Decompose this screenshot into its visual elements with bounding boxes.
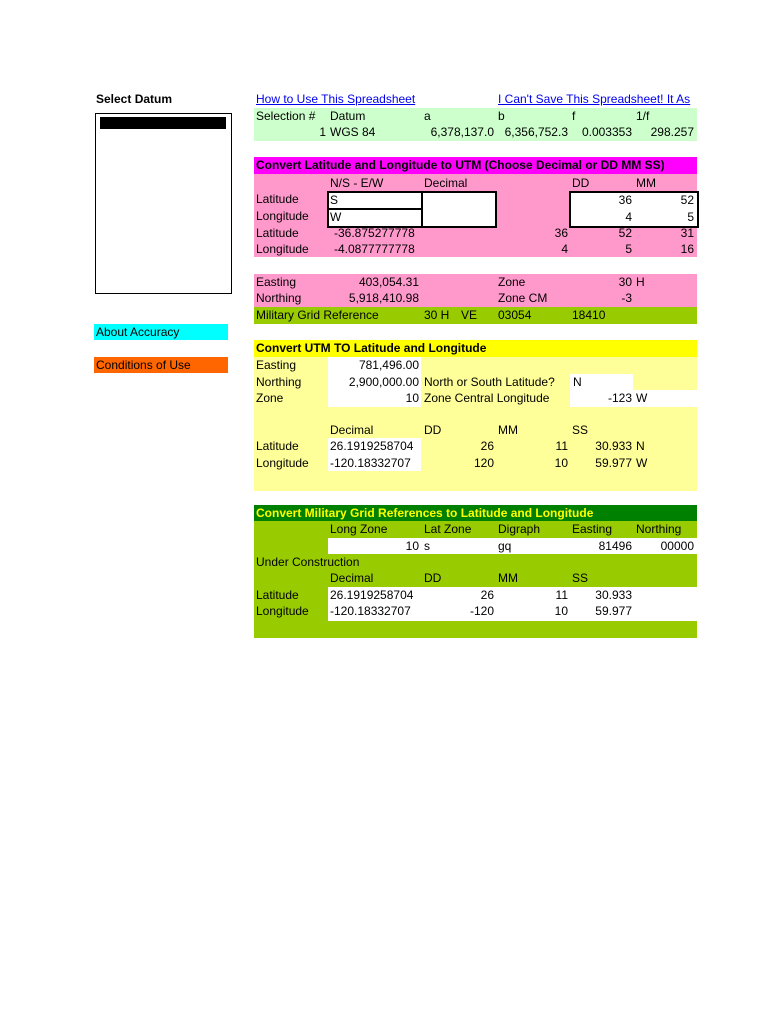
mgr-col-decimal: Decimal [330,571,374,585]
decimal-input-box[interactable] [421,191,497,228]
longitude-mm-result: 5 [625,242,632,256]
nsew-input-divider [329,208,421,210]
zcl-label: Zone Central Longitude [424,391,550,405]
mgr-lat-zone-input[interactable]: s [424,539,430,553]
mgr-zone-result: 30 H [424,308,450,322]
col-decimal-header: Decimal [424,176,468,190]
longitude-decimal-result: -4.0877777778 [334,242,415,256]
utm-northing-label: Northing [256,375,302,389]
about-accuracy-button[interactable]: About Accuracy [94,324,228,340]
mgr-to-latlon-title: Convert Military Grid References to Latitude and Longitude [256,506,594,520]
datum-listbox[interactable] [95,113,232,294]
latitude-label: Latitude [256,192,299,206]
longitude-result-label: Longitude [256,242,309,256]
datum-f-value: 0.003353 [581,125,632,139]
mgr-longitude-mm: 10 [554,604,568,618]
mgr-latitude-decimal: 26.1919258704 [330,588,414,602]
latitude-dd-result: 36 [554,226,568,240]
longitude-ew-input[interactable]: W [330,210,342,224]
cant-save-link[interactable]: I Can't Save This Spreadsheet! It As [498,92,691,106]
mgr-northing-result: 18410 [572,308,606,322]
utm-longitude-ss: 59.977 [595,456,632,470]
ns-question-label: North or South Latitude? [424,375,555,389]
datum-header-selection: Selection # [256,109,316,123]
utm-northing-input[interactable]: 2,900,000.00 [348,375,419,389]
mgr-latitude-dd: 26 [480,588,494,602]
mgr-col-northing: Northing [636,522,682,536]
datum-listbox-selected-item[interactable] [100,117,226,129]
mgr-longitude-ss: 59.977 [595,604,632,618]
datum-inv-f-value: 298.257 [650,125,694,139]
longitude-mm-input[interactable]: 5 [687,210,694,224]
mgr-latitude-mm: 11 [555,588,568,602]
utm-longitude-decimal: -120.18332707 [330,456,411,470]
mgr-latitude-ss: 30.933 [595,588,632,602]
utm-latitude-label: Latitude [256,439,299,453]
latitude-decimal-result: -36.875277778 [334,226,415,240]
latitude-result-label: Latitude [256,226,299,240]
utm-col-decimal: Decimal [330,423,374,437]
datum-selection-value: 1 [319,125,326,139]
utm-latitude-decimal: 26.1919258704 [330,439,414,453]
mgr-digraph-result: VE [461,308,478,322]
utm-col-mm: MM [498,423,518,437]
mgr-longitude-label: Longitude [256,604,309,618]
mgr-latitude-label: Latitude [256,588,299,602]
how-to-use-link[interactable]: How to Use This Spreadsheet [256,92,416,106]
easting-label: Easting [256,275,297,289]
longitude-dd-input[interactable]: 4 [625,210,632,224]
zone-letter-result: H [636,275,645,289]
datum-b-value: 6,356,752.3 [504,125,568,139]
zone-cm-label: Zone CM [498,291,548,305]
mgr-col-dd: DD [424,571,442,585]
datum-header-b: b [498,109,505,123]
zcl-direction: W [636,391,648,405]
mgr-col-easting: Easting [572,522,613,536]
datum-header-inv-f: 1/f [636,109,650,123]
datum-header-f: f [572,109,576,123]
mgr-long-zone-input[interactable]: 10 [405,539,419,553]
latitude-mm-result: 52 [618,226,632,240]
mgr-longitude-decimal: -120.18332707 [330,604,411,618]
ns-input[interactable]: N [573,375,582,389]
northing-result: 5,918,410.98 [348,291,419,305]
utm-easting-input[interactable]: 781,496.00 [358,358,419,372]
col-mm-header: MM [636,176,656,190]
utm-latitude-direction: N [636,439,645,453]
mgr-col-mm: MM [498,571,518,585]
utm-zone-label: Zone [256,391,284,405]
utm-col-dd: DD [424,423,442,437]
mgr-northing-input[interactable]: 00000 [660,539,694,553]
datum-name-value: WGS 84 [330,125,376,139]
zcl-value: -123 [607,391,632,405]
mgr-easting-input[interactable]: 81496 [598,539,632,553]
datum-a-value: 6,378,137.0 [430,125,494,139]
utm-latitude-dd: 26 [480,439,494,453]
longitude-dd-result: 4 [561,242,568,256]
col-nsew-header: N/S - E/W [330,176,384,190]
mgr-col-ss: SS [572,571,589,585]
datum-header-datum: Datum [330,109,366,123]
zone-cm-result: -3 [621,291,632,305]
mgr-digraph-input[interactable]: gq [498,539,512,553]
utm-to-latlon-title: Convert UTM TO Latitude and Longitude [256,341,487,355]
mgr-longitude-dd: -120 [469,604,494,618]
zone-label: Zone [498,275,526,289]
mgr-col-digraph: Digraph [498,522,541,536]
longitude-ss-result: 16 [680,242,694,256]
utm-zone-input[interactable]: 10 [405,391,419,405]
latitude-dd-input[interactable]: 36 [618,193,632,207]
mgr-col-long-zone: Long Zone [330,522,388,536]
longitude-label: Longitude [256,209,309,223]
utm-longitude-dd: 120 [473,456,494,470]
mgr-easting-result: 03054 [498,308,532,322]
utm-latitude-ss: 30.933 [595,439,632,453]
latlon-to-utm-title: Convert Latitude and Longitude to UTM (Choose Decimal or DD MM SS) [256,158,665,172]
easting-result: 403,054.31 [358,275,419,289]
mgr-col-lat-zone: Lat Zone [424,522,472,536]
conditions-of-use-button[interactable]: Conditions of Use [94,357,228,373]
utm-longitude-label: Longitude [256,456,309,470]
under-construction-label: Under Construction [256,555,360,569]
northing-label: Northing [256,291,302,305]
utm-easting-label: Easting [256,358,297,372]
datum-header-a: a [424,109,431,123]
zone-result: 30 [618,275,632,289]
select-datum-label: Select Datum [96,92,173,106]
utm-col-ss: SS [572,423,589,437]
latitude-mm-input[interactable]: 52 [680,193,694,207]
utm-latitude-mm: 11 [555,439,568,453]
mgr-label: Military Grid Reference [256,308,379,322]
latitude-ss-result: 31 [680,226,694,240]
col-dd-header: DD [572,176,590,190]
utm-longitude-direction: W [636,456,648,470]
utm-longitude-mm: 10 [554,456,568,470]
latitude-ns-input[interactable]: S [330,193,339,207]
